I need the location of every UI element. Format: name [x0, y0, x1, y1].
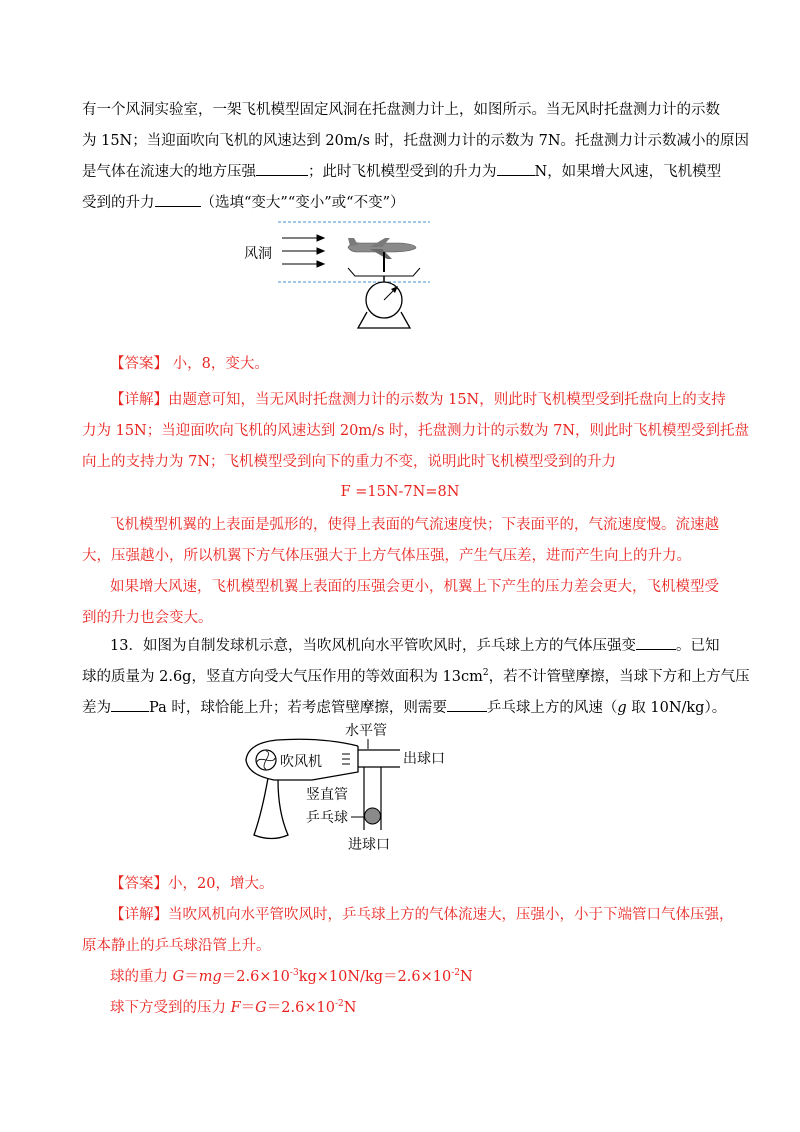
q12-line2: 为 15N；当迎面吹向飞机的风速达到 20m/s 时，托盘测力计的示数为 7N。托盘测力计示数减小的原因 [82, 133, 750, 149]
dryer-vents [342, 754, 350, 764]
wind-tunnel-figure [240, 212, 440, 340]
label-dryer: 吹风机 [280, 754, 322, 770]
label-outlet: 出球口 [403, 751, 445, 767]
gravity-line: 球的重力 $G=mg=2.6\times 10^{-3}kg\times 10N/kg=2.6\times 10^{-2}N$ [110, 968, 473, 985]
answer-label: 【答案】 [110, 356, 168, 372]
answer-blank [155, 192, 201, 207]
answer-text: 小，8，变大。 [172, 356, 269, 372]
q12-line1: 有一个风洞实验室，一架飞机模型固定风洞在托盘测力计上，如图所示。当无风时托盘测力计的示数 [82, 102, 720, 118]
figure-label-wind-tunnel: 风洞 [244, 246, 272, 262]
q12-text [82, 95, 750, 219]
q12-line4: 受到的升力 （选填“变大”“变小”或“不变”） [82, 188, 718, 219]
ping-pong-ball [365, 808, 381, 824]
ball-launcher-figure [240, 720, 460, 855]
dryer-handle [254, 778, 288, 839]
q12-explanation: 飞机模型机翼的上表面是弧形的，使得上表面的气流速度快；下表面平的，气流速度慢。流速越 大，压强越小，所以机翼下方气体压强大于上方气体压强，产生气压差，进而产生向上的升力。 如果增大风速，飞机模型机翼上表面的压强会更小，机翼上下产生的压力差会更大，飞机模型受 到的升力也会变大。 [82, 517, 719, 626]
answer-blank [256, 161, 308, 176]
airplane-model [348, 238, 416, 272]
label-vertical-pipe: 竖直管 [306, 787, 348, 803]
answer-blank [497, 161, 535, 176]
wind-arrows [282, 235, 324, 267]
q13-text: 13．如图为自制发球机示意，当吹风机向水平管吹风时，乒乓球上方的气体压强变 。已知 球的质量为 2.6g，竖直方向受大气压作用的等效面积为 $13cm^2$，若不计管壁摩擦，当球下方和上方气压 差为 Pa 时，球恰能上升；若考虑管壁摩擦，则需要 乒乓球上方的风速（g 取 10N/kg）。 [82, 631, 718, 724]
answer-text: 小，20，增大。 [168, 876, 274, 892]
detail-label: 【详解】 [110, 907, 168, 923]
q12-line3: 是气体在流速大的地方压强 ；此时飞机模型受到的升力为 N，如果增大风速，飞机模型 [82, 157, 718, 188]
answer-blank [111, 697, 149, 712]
answer-blank [636, 635, 676, 650]
label-horizontal-pipe: 水平管 [345, 723, 387, 739]
answer-label: 【答案】 [110, 876, 168, 892]
q13-answer [82, 869, 718, 900]
label-ball: 乒乓球 [306, 810, 348, 826]
q13-detail: 【详解】当吹风机向水平管吹风时，乒乓球上方的气体流速大，压强小，小于下端管口气体压强， 原本静止的乒乓球沿管上升。 球的重力 $G=mg=2.6\times 10^{-3}kg\times 10N/kg=2.6\times 10^{-2}N$ 球下方受到的压力 $F=G=2.6\times 10^{-2}N$ [82, 900, 718, 1024]
lift-equation: F =15N-7N=8N [340, 484, 460, 500]
answer-blank [447, 697, 487, 712]
q12-detail: 【详解】由题意可知，当无风时托盘测力计的示数为 15N，则此时飞机模型受到托盘向上的支持 力为 15N；当迎面吹向飞机的风速达到 20m/s 时，托盘测力计的示数为 7N，则此时飞机模型受到托盘 向上的支持力为 7N；飞机模型受到向下的重力不变，说明此时飞机模型受到的升力 [82, 392, 750, 470]
detail-label: 【详解】 [110, 392, 168, 408]
force-line: 球下方受到的压力 $F=G=2.6\times 10^{-2}N$ [110, 999, 357, 1016]
label-inlet: 进球口 [348, 837, 390, 853]
q12-answer [82, 349, 718, 380]
